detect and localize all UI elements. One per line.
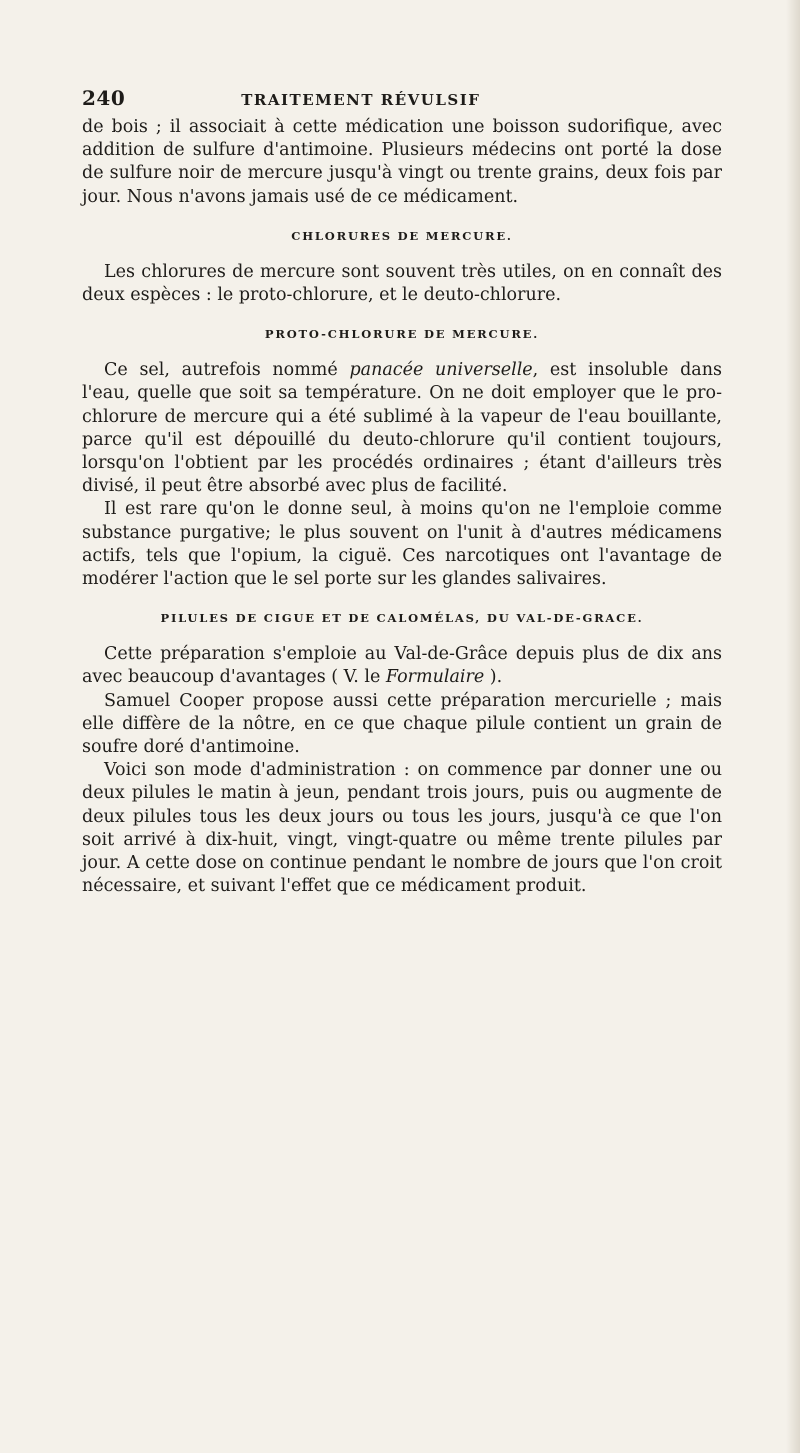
- proto-p1-italic: panacée universelle: [349, 360, 533, 381]
- pilules-paragraph-1: [82, 643, 722, 689]
- heading-pilules: PILULES DE CIGUE ET DE CALOMÉLAS, DU VAL-DE-GRACE.: [160, 611, 644, 626]
- running-title: TRAITEMENT RÉVULSIF: [241, 91, 481, 109]
- proto-p1-end: , est insoluble dans l'eau, quelle que soit sa température. On ne doit employer que le pro-chlorure de mercure qui a été sublimé à la vapeur de l'eau bouillante, parce qu'il est dépouillé du deuto-chlorure qu'il contient toujours, lorsqu'on l'obtient par les procédés ordinaires ; étant d'ailleurs très divisé, il peut être absorbé avec plus de facilité.: [82, 360, 722, 497]
- proto-paragraph-1: [82, 359, 722, 498]
- heading-chlorures: CHLORURES DE MERCURE.: [291, 228, 513, 243]
- pilules-p1-start: Cette préparation s'emploie au Val-de-Grâce depuis plus de dix ans avec beaucoup d'avantages ( V. le: [82, 644, 722, 688]
- running-head: [82, 86, 722, 116]
- intro-paragraph: de bois ; il associait à cette médication une boisson sudorifique, avec addition de sulfure d'antimoine. Plusieurs médecins ont porté la dose de sulfure noir de mercure jusqu'à vingt ou trente grains, deux fois par jour. Nous n'avons jamais usé de ce médicament.: [82, 117, 722, 207]
- heading-proto-chlorure: PROTO-CHLORURE DE MERCURE.: [264, 327, 540, 342]
- page-number: 240: [82, 86, 126, 110]
- pilules-paragraph-2: Samuel Cooper propose aussi cette préparation mercurielle ; mais elle diffère de la nôtre, en ce que chaque pilule contient un grain de soufre doré d'antimoine.: [82, 690, 722, 758]
- proto-paragraph-2: Il est rare qu'on le donne seul, à moins qu'on ne l'emploie comme substance purgative; le plus souvent on l'unit à d'autres médicamens actifs, tels que l'opium, la ciguë. Ces narcotiques ont l'avantage de modérer l'action que le sel porte sur les glandes salivaires.: [82, 499, 722, 590]
- pilules-p1-end: ).: [484, 667, 503, 688]
- proto-p1-start: Ce sel, autrefois nommé: [104, 360, 350, 381]
- chlorures-paragraph: Les chlorures de mercure sont souvent très utiles, on en connaît des deux espèces : le proto-chlorure, et le deuto-chlorure.: [82, 261, 722, 306]
- pilules-p1-italic: Formulaire: [385, 667, 485, 688]
- pilules-paragraph-3: Voici son mode d'administration : on commence par donner une ou deux pilules le matin à jeun, pendant trois jours, puis ou augmente de deux pilules tous les deux jours ou tous les jours, jusqu'à ce que l'on soit arrivé à dix-huit, vingt, vingt-quatre ou même trente pilules par jour. A cette dose on continue pendant le nombre de jours que l'on croit nécessaire, et suivant l'effet que ce médicament produit.: [82, 760, 722, 897]
- book-page: [82, 86, 722, 898]
- page-edge-shadow: [786, 0, 800, 1453]
